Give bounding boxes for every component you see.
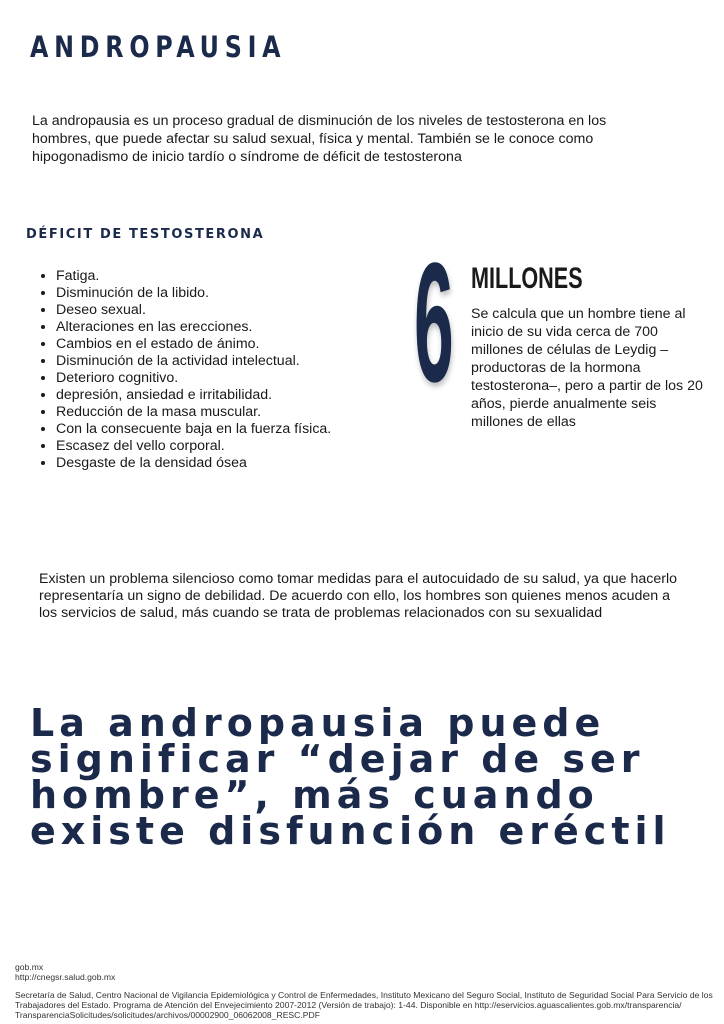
symptom-list xyxy=(32,268,426,472)
stat-label: MILLONES xyxy=(471,262,583,295)
list-item: • Fatiga. xyxy=(56,268,426,285)
list-item: • Disminución de la actividad intelectual. xyxy=(56,353,426,370)
list-item: • Cambios en el estado de ánimo. xyxy=(56,336,426,353)
list-item: • Reducción de la masa muscular. xyxy=(56,404,426,421)
list-item: • Desgaste de la densidad ósea xyxy=(56,455,426,472)
stat-description: Se calcula que un hombre tiene al inicio de su vida cerca de 700 millones de células de Leydig – productoras de la hormona testosterona–, pero a partir de los 20 años, pierde anualmente seis millones de ellas xyxy=(471,306,703,430)
deficit-heading: DÉFICIT DE TESTOSTERONA xyxy=(26,227,265,242)
list-item: • Deseo sexual. xyxy=(56,302,426,319)
list-item: • Con la consecuente baja en la fuerza física. xyxy=(56,421,426,438)
list-item: • Alteraciones en las erecciones. xyxy=(56,319,426,336)
reference-source: gob.mx xyxy=(15,962,44,972)
reference-source: http://cnegsr.salud.gob.mx xyxy=(15,972,116,982)
list-item: • depresión, ansiedad e irritabilidad. xyxy=(56,387,426,404)
stat-number: 6 xyxy=(414,228,454,418)
body-paragraph: Existen un problema silencioso como tomar medidas para el autocuidado de su salud, ya que hacerlo representaría un signo de debilidad. De acuerdo con ello, los hombres son quienes menos acuden a los servicios de salud, más cuando se trata de problemas relacionados con su sexualidad xyxy=(39,571,678,621)
pull-quote: La andropausia puede significar “dejar de ser hombre”, más cuando existe disfunción eréctil xyxy=(30,701,671,853)
list-item: • Deterioro cognitivo. xyxy=(56,370,426,387)
reference-citation: Secretaría de Salud, Centro Nacional de Vigilancia Epidemiológica y Control de Enfermedades, Instituto Mexicano del Seguro Social, Instituto de Seguridad Social Para Servicio de los Trabajadores del Estado. Programa de Atención del Envejecimiento 2007-2012 (Versión de trabajo): 1-44. Disponible en http://eservicios.aguascalientes.gob.mx/transparencia/ TransparenciaSolicitudes/solicitudes/archivos/00002900_06062008_RESC.PDF xyxy=(15,990,713,1020)
references xyxy=(15,962,715,1020)
page-title: ANDROPAUSIA xyxy=(30,30,287,64)
list-item: • Disminución de la libido. xyxy=(56,285,426,302)
intro-paragraph: La andropausia es un proceso gradual de disminución de los niveles de testosterona en los hombres, que puede afectar su salud sexual, física y mental. También se le conoce como hipogonadismo de inicio tardío o síndrome de déficit de testosterona xyxy=(32,113,607,165)
list-item: • Escasez del vello corporal. xyxy=(56,438,426,455)
